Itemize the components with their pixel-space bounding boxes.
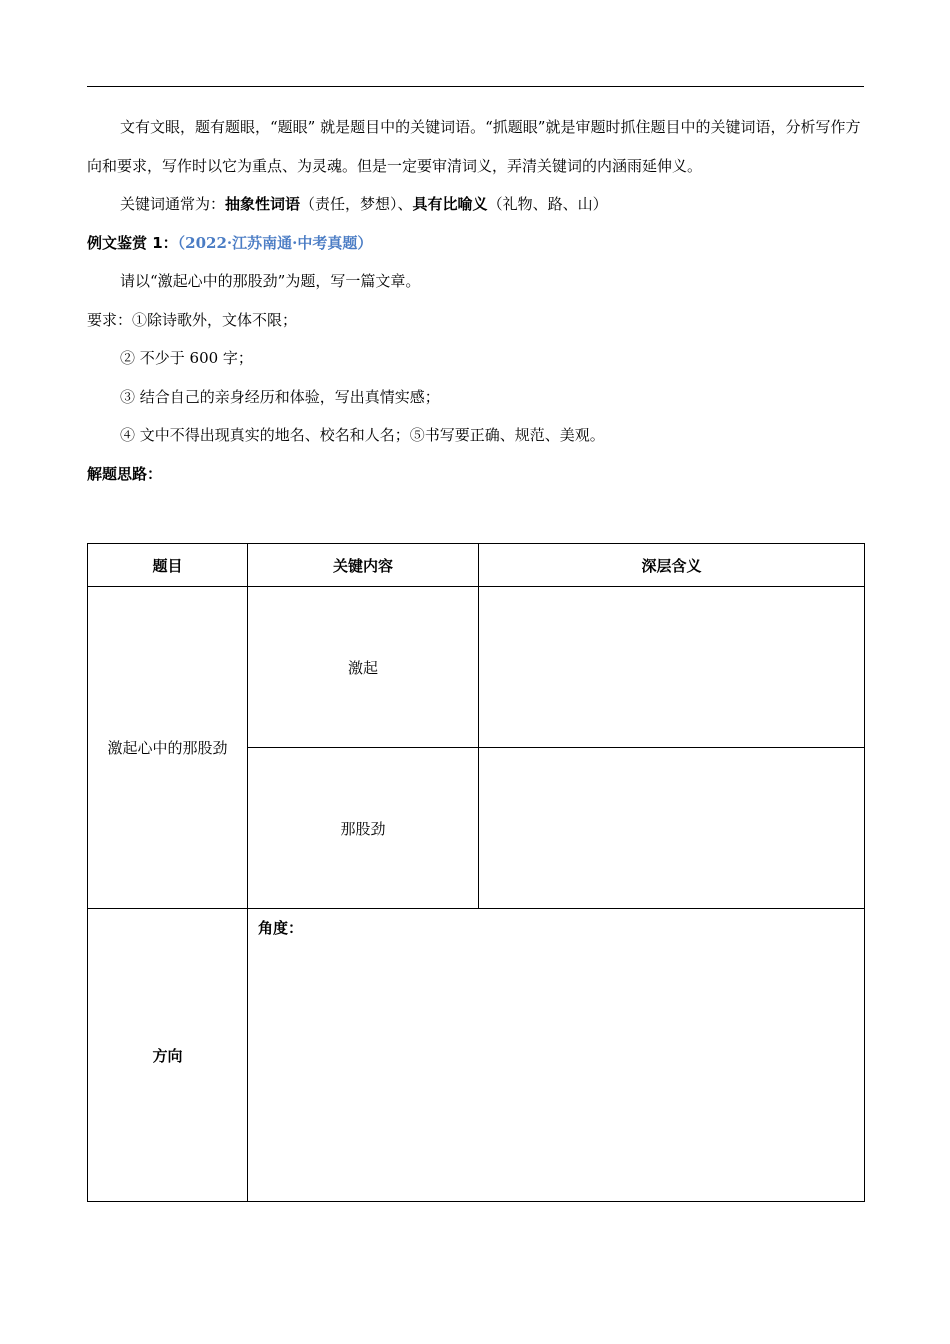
keyword-types-paragraph <box>87 185 864 224</box>
keyword-types-mid: （责任，梦想）、 <box>300 195 413 213</box>
direction-row <box>88 909 865 1202</box>
keyword-types-suffix: （礼物、路、山） <box>487 195 608 213</box>
table-row <box>88 587 865 748</box>
keyword-type-metaphor: 具有比喻义 <box>412 195 488 213</box>
header-title-cell: 题目 <box>88 544 248 587</box>
header-deep-meaning-cell: 深层含义 <box>479 544 865 587</box>
example-heading <box>87 224 864 263</box>
header-key-content-cell: 关键内容 <box>248 544 479 587</box>
key-content-cell-2: 那股劲 <box>248 748 479 909</box>
direction-label-cell: 方向 <box>88 909 248 1202</box>
essay-prompt: 请以“激起心中的那股劲”为题，写一篇文章。 <box>120 272 421 290</box>
document-body <box>87 108 864 493</box>
key-content-cell-1: 激起 <box>248 587 479 748</box>
requirement-4: ④ 文中不得出现真实的地名、校名和人名；⑤书写要正确、规范、美观。 <box>120 426 605 444</box>
requirement-3: ③ 结合自己的亲身经历和体验，写出真情实感； <box>120 387 440 406</box>
example-label: 例文鉴赏 1： <box>87 233 178 252</box>
intro-paragraph: 文有文眼，题有题眼，“题眼” 就是题目中的关键词语。“抓题眼”就是审题时抓住题目中的关键词语，分析写作方向和要求，写作时以它为重点、为灵魂。但是一定要审清词义，弄清关键词的内涵雨延伸义。 <box>87 118 861 175</box>
deep-meaning-cell-2[interactable] <box>479 748 865 909</box>
table-header-row <box>88 544 865 587</box>
requirement-2: ② 不少于 600 字； <box>120 349 253 367</box>
analysis-heading: 解题思路： <box>87 464 163 483</box>
example-source: （2022·江苏南通·中考真题） <box>177 233 373 252</box>
topic-cell: 激起心中的那股劲 <box>88 587 248 909</box>
angle-cell[interactable] <box>248 909 865 1202</box>
keyword-type-abstract: 抽象性词语 <box>225 195 301 213</box>
analysis-table <box>87 543 865 1202</box>
keyword-types-prefix: 关键词通常为： <box>120 195 226 213</box>
deep-meaning-cell-1[interactable] <box>479 587 865 748</box>
header-rule <box>87 86 864 87</box>
requirement-1: 要求：①除诗歌外，文体不限； <box>87 310 298 329</box>
angle-label: 角度： <box>258 919 304 937</box>
